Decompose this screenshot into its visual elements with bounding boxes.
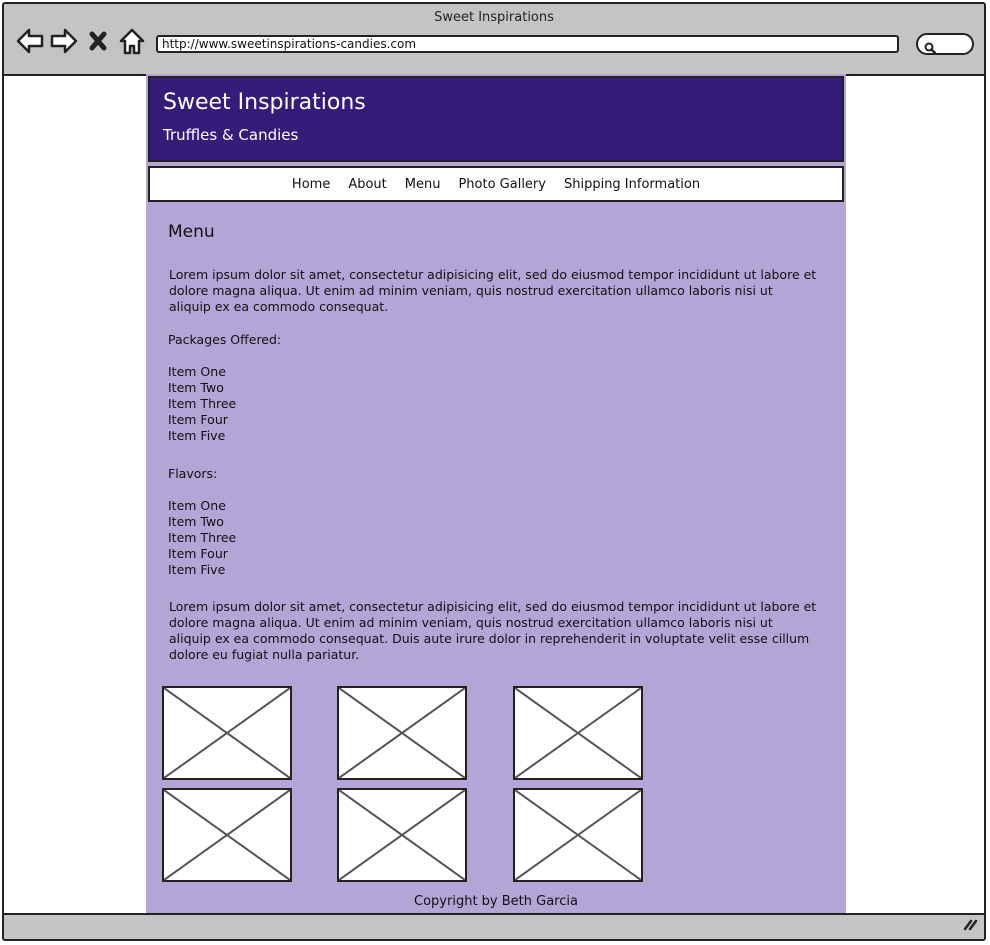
image-placeholder <box>513 686 643 780</box>
window-title: Sweet Inspirations <box>434 10 554 25</box>
intro-paragraph: Lorem ipsum dolor sit amet, consectetur adipisicing elit, sed do eiusmod tempor incididunt ut labore et dolore magna aliqua. Ut enim ad minim veniam, quis nostrud exercitation ullamco laboris nisi ut aliquip ex ea commodo consequat. <box>169 267 817 314</box>
image-placeholder <box>337 686 467 780</box>
image-placeholder <box>513 788 643 882</box>
page-title: Menu <box>168 222 215 242</box>
outro-paragraph: Lorem ipsum dolor sit amet, consectetur adipisicing elit, sed do eiusmod tempor incididunt ut labore et dolore magna aliqua. Ut enim ad minim veniam, quis nostrud exercitation ullamco laboris nisi ut aliquip ex ea commodo consequat. Duis aute irure dolor in reprehenderit in voluptate velit esse cillum dolore eu fugiat nulla pariatur. <box>169 599 817 662</box>
browser-statusbar <box>4 913 984 939</box>
list-item: Item Three <box>168 396 237 411</box>
nav-link-photo-gallery[interactable]: Photo Gallery <box>458 176 546 192</box>
flavors-list <box>168 498 818 578</box>
list-item: Item Three <box>168 530 237 545</box>
list-item: Item Five <box>168 562 226 577</box>
search-icon <box>924 39 936 58</box>
site-footer: Copyright by Beth Garcia <box>414 894 578 909</box>
list-item: Item One <box>168 364 226 379</box>
resize-grip-icon[interactable] <box>962 916 978 935</box>
browser-window <box>2 2 986 941</box>
browser-search-field[interactable] <box>916 33 974 55</box>
home-icon[interactable] <box>118 26 146 56</box>
list-item: Item One <box>168 498 226 513</box>
list-item: Item Four <box>168 412 228 427</box>
close-icon[interactable] <box>84 26 112 56</box>
packages-list <box>168 364 818 444</box>
site-subtitle: Truffles & Candies <box>163 126 299 144</box>
site-nav <box>148 166 844 202</box>
list-item: Item Five <box>168 428 226 443</box>
site-title: Sweet Inspirations <box>163 90 366 115</box>
list-item: Item Four <box>168 546 228 561</box>
photo-gallery <box>162 686 652 882</box>
main-content <box>168 224 818 663</box>
list-item: Item Two <box>168 380 224 395</box>
flavors-label: Flavors: <box>168 466 218 481</box>
list-item: Item Two <box>168 514 224 529</box>
back-arrow-icon[interactable] <box>16 26 44 56</box>
nav-link-home[interactable]: Home <box>291 176 331 192</box>
packages-label: Packages Offered: <box>168 332 282 347</box>
image-placeholder <box>162 686 292 780</box>
image-placeholder <box>337 788 467 882</box>
address-bar[interactable]: http://www.sweetinspirations-candies.com <box>156 35 899 53</box>
browser-nav-buttons <box>16 26 146 56</box>
browser-titlebar <box>4 4 984 76</box>
forward-arrow-icon[interactable] <box>50 26 78 56</box>
image-placeholder <box>162 788 292 882</box>
site-header <box>148 76 844 162</box>
nav-link-menu[interactable]: Menu <box>404 176 441 192</box>
web-page <box>146 74 846 917</box>
nav-link-shipping-information[interactable]: Shipping Information <box>563 176 701 192</box>
nav-link-about[interactable]: About <box>348 176 387 192</box>
